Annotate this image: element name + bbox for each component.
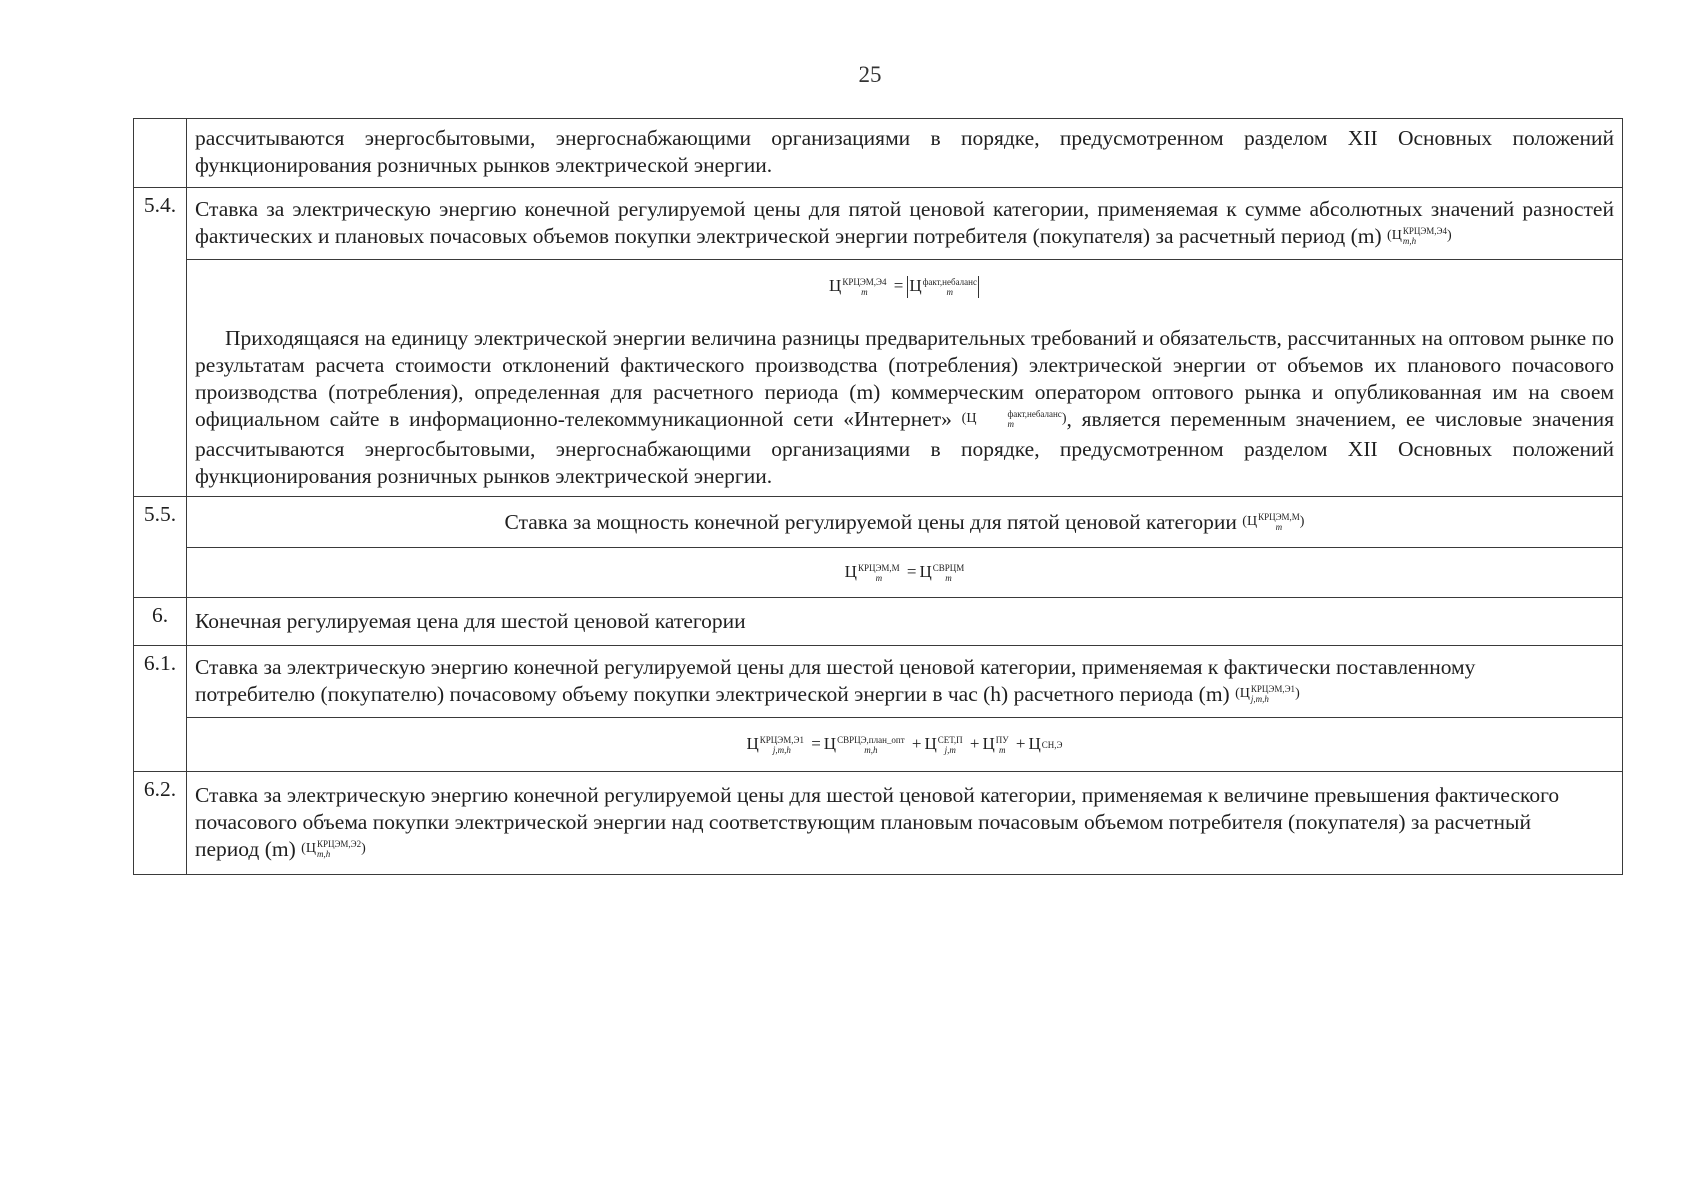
row-number: 5.5. <box>134 497 187 598</box>
row-text <box>187 188 1623 260</box>
page-number: 25 <box>858 62 882 87</box>
table-row <box>134 548 1623 598</box>
row-number: 6. <box>134 598 187 646</box>
row-number: 6.1. <box>134 646 187 772</box>
rate-description: Ставка за электрическую энергию конечной регулируемой цены для пятой ценовой категории, применяемая к сумме абсолютных значений разностей фактических и плановых почасовых объемов покупки электрической энергии потребителя (покупателя) за расчетный период (m) <box>195 197 1614 248</box>
formula-symbol: (Ц КРЦЭМ,Э1 j,m,h ) <box>1235 683 1300 704</box>
formula-symbol: (Ц КРЦЭМ,Э4 m,h ) <box>1387 225 1452 246</box>
row-number: 5.4. <box>134 188 187 497</box>
table-row <box>134 497 1623 548</box>
row-text: Ставка за электрическую энергию конечной регулируемой цены для шестой ценовой категории, применяемая к величине превышения фактического почасового объема покупки электрической энергии над соответствующим плановым почасовым объемом потребителя (покупателя) за расчетный период (m) (Ц КРЦЭМ,Э2 m,h ) <box>187 772 1623 875</box>
table-row <box>134 598 1623 646</box>
table-row <box>134 718 1623 772</box>
formula-symbol: (Ц КРЦЭМ,Э2 m,h ) <box>301 838 366 859</box>
table-row <box>134 772 1623 875</box>
tariff-table <box>133 118 1623 875</box>
formula: Ц КРЦЭМ,Э1 j,m,h = Ц СВРЦЭ,план_опт m,h + Ц СЕТ,П j,m + Ц ПУ m + Ц СН,Э <box>187 718 1623 772</box>
row-text: Ставка за электрическую энергию конечной регулируемой цены для шестой ценовой категории, применяемая к фактически поставленному потребителю (покупателю) почасовому объему покупки электрической энергии в час (h) расчетного периода (m) (Ц КРЦЭМ,Э1 j,m,h ) <box>187 646 1623 718</box>
table-row <box>134 260 1623 497</box>
row-text: рассчитываются энергосбытовыми, энергоснабжающими организациями в порядке, предусмотренном разделом XII Основных положений функционирования розничных рынков электрической энергии. <box>187 119 1623 188</box>
row-number-cell <box>134 119 187 188</box>
row-text: Конечная регулируемая цена для шестой ценовой категории <box>187 598 1623 646</box>
formula: Ц КРЦЭМ,Э4 m = Ц факт,небаланс m <box>829 276 977 298</box>
table-row <box>134 646 1623 718</box>
formula: Ц КРЦЭМ,М m = Ц СВРЦМ m <box>187 548 1623 598</box>
formula-symbol: (Ц КРЦЭМ,М m ) <box>1242 511 1305 532</box>
table-row <box>134 119 1623 188</box>
row-text: Ставка за мощность конечной регулируемой цены для пятой ценовой категории (Ц КРЦЭМ,М m ) <box>187 497 1623 548</box>
row-number: 6.2. <box>134 772 187 875</box>
formula-symbol: (Ц факт,небаланс m ) <box>961 408 1067 429</box>
table-row <box>134 188 1623 260</box>
definition-paragraph: Приходящаяся на единицу электрической энергии величина разницы предварительных требований и обязательств, рассчитанных на оптовом рынке по результатам расчета стоимости отклонений фактического производства (потребления) электрической энергии от объемов их планового почасового производства (потребления), определенная для расчетного периода (m) коммерческим оператором оптового рынка и опубликованная им на своем официальном сайте в информационно-телекоммуникационной сети «Интернет» (Ц факт,небаланс m ), является переменным значением, ее числовые значения рассчитываются энергосбытовыми, энергоснабжающими организациями в порядке, предусмотренном разделом XII Основных положений функционирования розничных рынков электрической энергии. <box>195 326 1614 488</box>
formula-and-description-cell <box>187 260 1623 497</box>
